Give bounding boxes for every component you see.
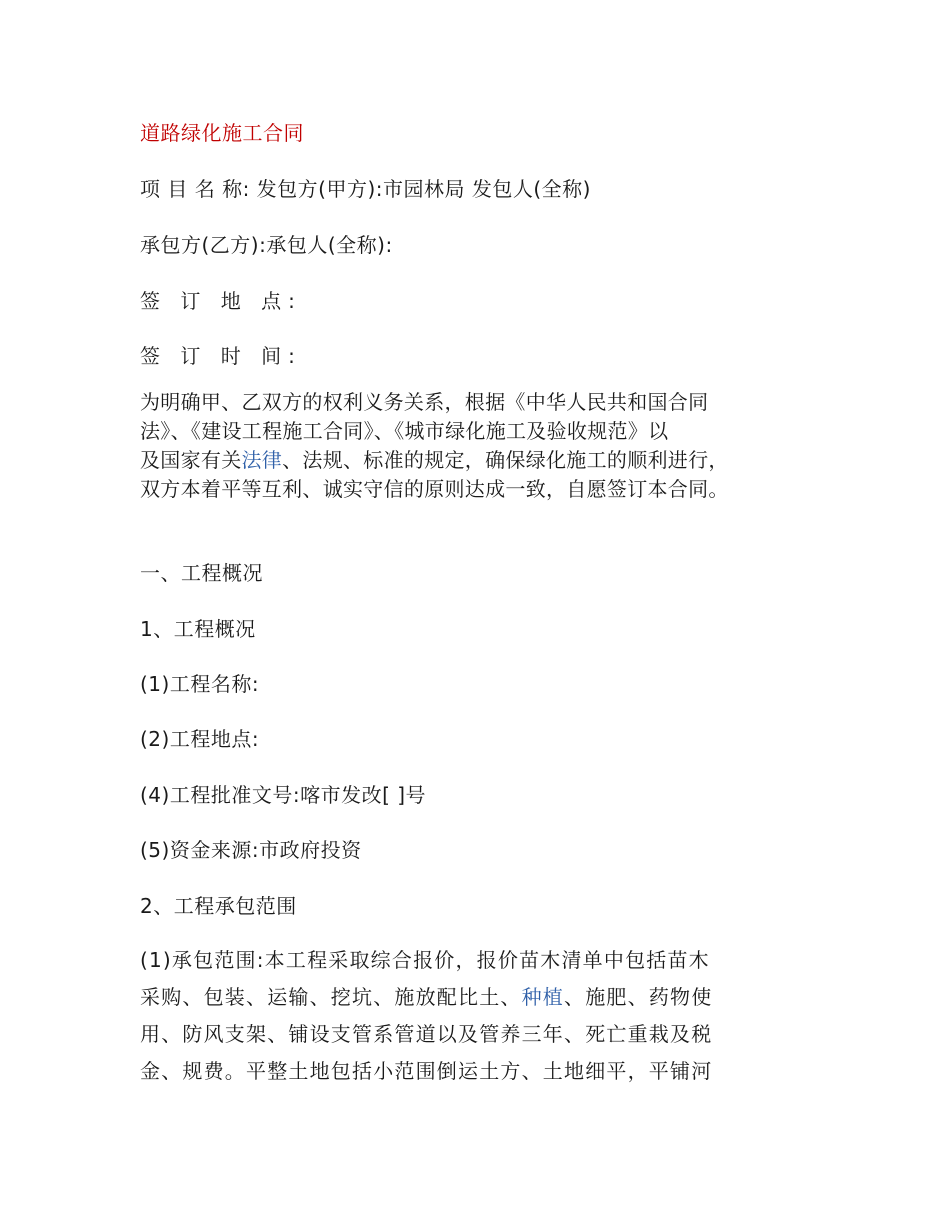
approval-number-item: (4)工程批准文号:喀市发改[ ]号 — [140, 783, 427, 807]
intro-paragraph — [140, 388, 830, 504]
document-title: 道路绿化施工合同 — [140, 121, 304, 145]
intro-line: 双方本着平等互利、诚实守信的原则达成一致，自愿签订本合同。 — [140, 477, 729, 501]
intro-line: 为明确甲、乙双方的权利义务关系，根据《中华人民共和国合同 — [140, 390, 709, 414]
scope-line: (1)承包范围:本工程采取综合报价，报价苗木清单中包括苗木 — [140, 948, 710, 972]
intro-line — [140, 446, 830, 475]
section-heading: 一、工程概况 — [140, 561, 263, 585]
scope-text: 采购、包装、运输、挖坑、施放配比土、 — [140, 985, 522, 1009]
contractor-line: 承包方(乙方):承包人(全称): — [140, 233, 393, 257]
subsection-heading: 2、工程承包范围 — [140, 894, 297, 918]
scope-line: 金、规费。平整土地包括小范围倒运土方、土地细平，平铺河 — [140, 1059, 713, 1083]
scope-line — [140, 979, 830, 1016]
scope-text: 、施肥、药物使 — [564, 985, 713, 1009]
sign-time-line: 签 订 时 间: — [140, 344, 302, 368]
planting-link[interactable]: 种植 — [521, 985, 565, 1009]
funding-source-item: (5)资金来源:市政府投资 — [140, 838, 362, 862]
subsection-heading: 1、工程概况 — [140, 617, 256, 641]
project-location-item: (2)工程地点: — [140, 727, 260, 751]
intro-text: 、法规、标准的规定，确保绿化施工的顺利进行， — [282, 448, 729, 472]
law-link[interactable]: 法律 — [241, 448, 283, 472]
scope-line: 用、防风支架、铺设支管系管道以及管养三年、死亡重栽及税 — [140, 1022, 713, 1046]
project-name-line: 项 目 名 称: 发包方(甲方):市园林局 发包人(全称) — [140, 177, 591, 201]
project-name-item: (1)工程名称: — [140, 672, 260, 696]
scope-paragraph — [140, 942, 830, 1090]
sign-place-line: 签 订 地 点: — [140, 289, 302, 313]
intro-text: 及国家有关 — [140, 448, 242, 472]
intro-line: 法》、《建设工程施工合同》、《城市绿化施工及验收规范》以 — [140, 419, 669, 443]
